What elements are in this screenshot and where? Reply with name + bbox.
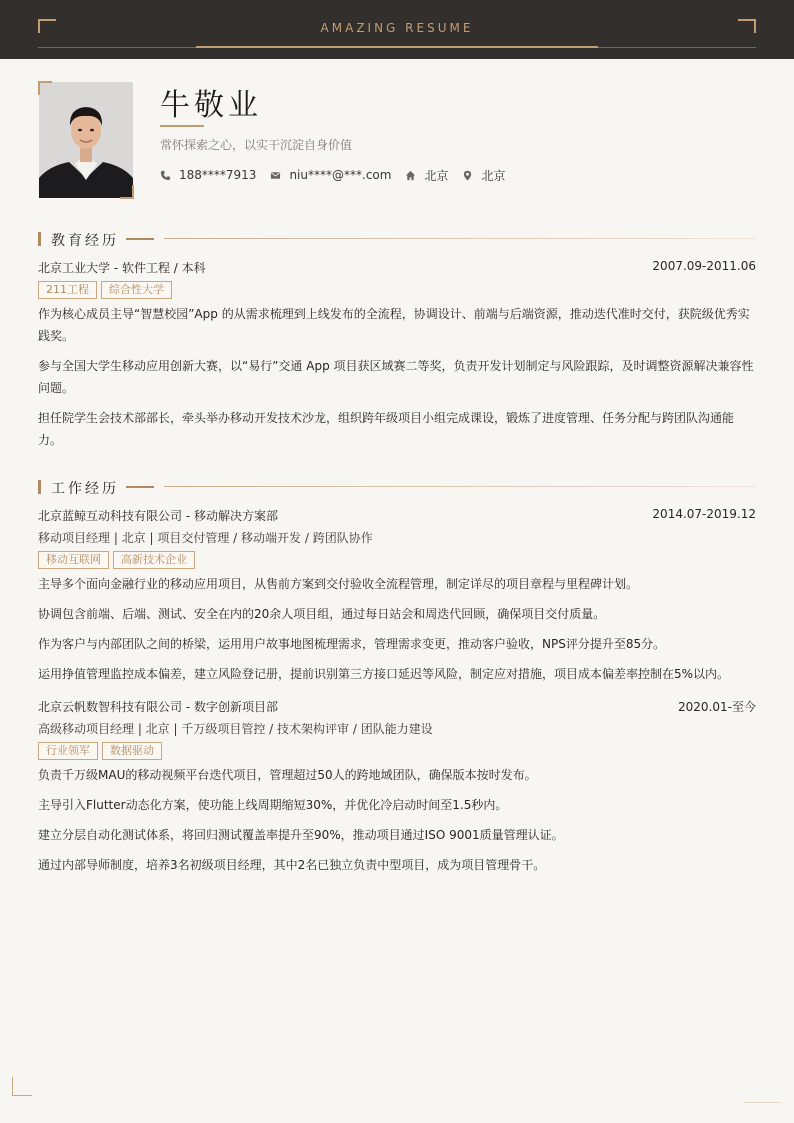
location-icon [462,170,473,181]
job-item: 协调包含前端、后端、测试、安全在内的20余人项目组，通过每日站会和周迭代回顾，确保项目交付质量。 [38,607,606,621]
section-heading-education [38,231,756,247]
tag: 移动互联网 [38,551,109,569]
job-item: 建立分层自动化测试体系，将回归测试覆盖率提升至90%，推动项目通过ISO 9001质量管理认证。 [38,828,564,842]
tag-list [38,551,756,569]
section-title: 教育经历 [51,233,119,249]
profile-photo [38,81,134,199]
education-entry [38,259,756,299]
mail-icon [270,170,281,181]
person-name: 牛敬业 [160,88,262,123]
job-item: 主导多个面向金融行业的移动应用项目，从售前方案到交付验收全流程管理，制定详尽的项目章程与里程碑计划。 [38,577,639,591]
contact-hometown [405,167,448,184]
header-divider-accent [196,46,598,48]
job-item: 作为客户与内部团队之间的桥梁，运用用户故事地图梳理需求，管理需求变更，推动客户验收，NPS评分提升至85分。 [38,637,666,651]
job-subtitle: 移动项目经理 | 北京 | 项目交付管理 / 移动端开发 / 跨团队协作 [38,531,373,545]
contact-text: 188****7913 [179,168,257,182]
job-item: 主导引入Flutter动态化方案，使功能上线周期缩短30%，并优化冷启动时间至1.5秒内。 [38,798,508,812]
home-icon [405,170,416,181]
contact-text: niu****@***.com [289,168,392,182]
tag: 行业领军 [38,742,98,760]
section-bar [38,232,41,246]
corner-decoration [12,1077,32,1096]
section-accent-line [126,238,154,240]
name-underline [160,125,204,127]
header-title: AMAZING RESUME [320,21,474,35]
date-range: 2020.01-至今 [678,700,756,714]
education-item: 作为核心成员主导“智慧校园”App 的从需求梳理到上线发布的全流程，协调设计、前端与后端资源，推动迭代准时交付，获院级优秀实践奖。 [38,307,750,343]
tag: 数据驱动 [102,742,162,760]
job-item: 运用挣值管理监控成本偏差，建立风险登记册，提前识别第三方接口延迟等风险，制定应对措施，项目成本偏差率控制在5%以内。 [38,667,730,681]
tag: 211工程 [38,281,97,299]
job-item: 通过内部导师制度，培养3名初级项目经理，其中2名已独立负责中型项目，成为项目管理骨干。 [38,858,546,872]
school-name: 北京工业大学 - 软件工程 / 本科 [38,261,206,275]
contact-list [160,167,519,183]
section-heading-work [38,479,756,495]
section-divider [164,238,756,239]
job-subtitle: 高级移动项目经理 | 北京 | 千万级项目管控 / 技术架构评审 / 团队能力建设 [38,722,433,736]
section-bar [38,480,41,494]
tag-list [38,742,756,760]
tag-list [38,281,756,299]
tag: 综合性大学 [101,281,172,299]
contact-location [462,167,505,184]
job-entry [38,698,756,760]
footer-line [744,1102,780,1103]
contact-text: 北京 [424,168,449,183]
job-item: 负责千万级MAU的移动视频平台迭代项目，管理超过50人的跨地域团队，确保版本按时发布。 [38,768,537,782]
phone-icon [160,170,171,181]
date-range: 2014.07-2019.12 [652,507,756,521]
education-item: 参与全国大学生移动应用创新大赛，以“易行”交通 App 项目获区域赛二等奖，负责开发计划制定与风险跟踪，及时调整资源解决兼容性问题。 [38,359,754,395]
contact-phone [160,168,256,182]
job-entry [38,507,756,569]
section-divider [164,486,756,487]
section-accent-line [126,486,154,488]
education-item: 担任院学生会技术部部长，牵头举办移动开发技术沙龙，组织跨年级项目小组完成课设，锻炼了进度管理、任务分配与跨团队沟通能力。 [38,411,735,447]
avatar [39,82,133,198]
photo-corner [38,81,52,95]
motto: 常怀探索之心，以实干沉淀自身价值 [160,138,353,152]
tag: 高新技术企业 [113,551,195,569]
company-name: 北京蓝鲸互动科技有限公司 - 移动解决方案部 [38,509,278,523]
header-bar [0,0,794,59]
photo-corner [120,185,134,199]
company-name: 北京云帆数智科技有限公司 - 数字创新项目部 [38,700,278,714]
date-range: 2007.09-2011.06 [652,259,756,273]
contact-text: 北京 [481,168,506,183]
section-title: 工作经历 [51,481,119,497]
contact-email [270,168,391,182]
